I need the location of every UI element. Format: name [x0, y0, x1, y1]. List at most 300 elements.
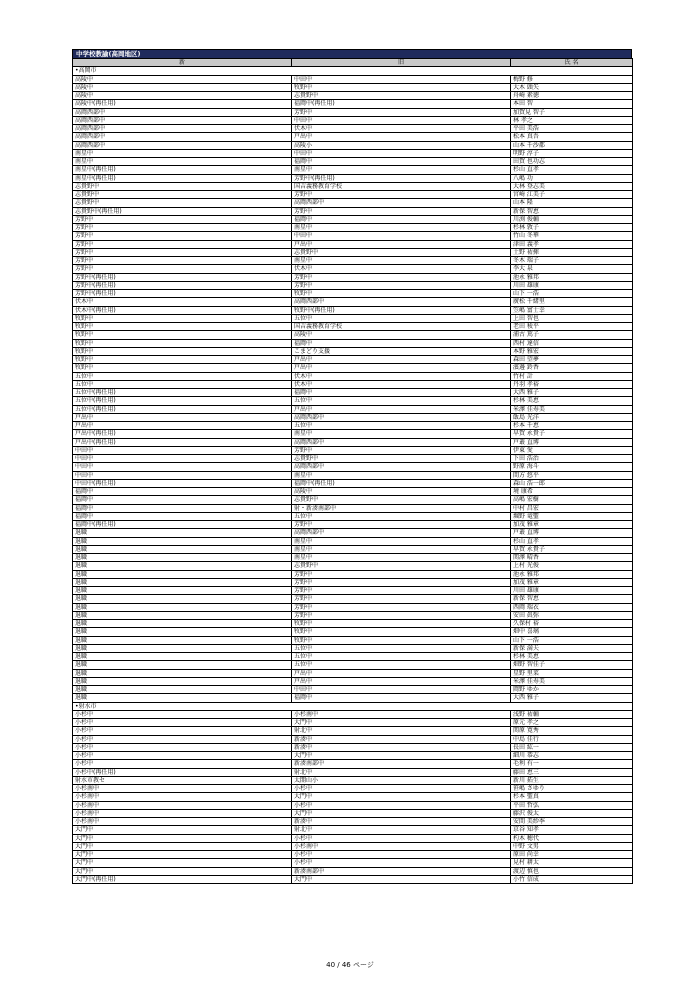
header-name: 氏 名: [511, 59, 633, 67]
new-school-cell: 小杉中: [73, 727, 292, 735]
new-school-cell: 退職: [73, 686, 292, 694]
new-school-cell: 中田中: [73, 455, 292, 463]
old-school-cell: 芳野中: [292, 281, 511, 289]
new-school-cell: 退職: [73, 587, 292, 595]
old-school-cell: 小杉南中: [292, 710, 511, 718]
new-school-cell: 大門中: [73, 842, 292, 850]
teacher-name-cell: 野原 海斗: [511, 463, 633, 471]
old-school-cell: 牧野中: [292, 620, 511, 628]
table-row: [73, 108, 633, 116]
city-row: [73, 67, 633, 75]
teacher-name-cell: 西岡 瑞衣: [511, 603, 633, 611]
teacher-name-cell: 安間 美紗季: [511, 818, 633, 826]
table-row: [73, 801, 633, 809]
teacher-name-cell: 上村 光俊: [511, 562, 633, 570]
teacher-name-cell: 境 康希: [511, 488, 633, 496]
new-school-cell: 五位中(再任用): [73, 389, 292, 397]
teacher-name-cell: 山下 一浩: [511, 636, 633, 644]
new-school-cell: 五位中: [73, 380, 292, 388]
teacher-name-cell: 杉本 聖真: [511, 793, 633, 801]
teacher-name-cell: 竹村 計: [511, 372, 633, 380]
table-body: [73, 67, 633, 884]
teacher-name-cell: 笹嶋 さゆり: [511, 785, 633, 793]
old-school-cell: こまどり支援: [292, 347, 511, 355]
old-school-cell: 大門中: [292, 719, 511, 727]
table-row: [73, 405, 633, 413]
new-school-cell: 志貴野中: [73, 182, 292, 190]
document-page: [72, 49, 632, 884]
table-row: [73, 719, 633, 727]
old-school-cell: 小杉中: [292, 785, 511, 793]
teacher-name-cell: 池永 雅邦: [511, 273, 633, 281]
new-school-cell: 芳野中: [73, 240, 292, 248]
table-row: [73, 727, 633, 735]
teacher-name-cell: 丹羽 孝裕: [511, 380, 633, 388]
new-school-cell: 福岡中: [73, 512, 292, 520]
old-school-cell: 新湊中: [292, 818, 511, 826]
old-school-cell: 大門中: [292, 809, 511, 817]
table-row: [73, 125, 633, 133]
new-school-cell: 高陵中(再任用): [73, 100, 292, 108]
teacher-name-cell: 川渕 俊輔: [511, 215, 633, 223]
new-school-cell: 志貴野中: [73, 191, 292, 199]
new-school-cell: 退職: [73, 677, 292, 685]
old-school-cell: 小杉中: [292, 851, 511, 859]
teacher-name-cell: 中村 昌宏: [511, 504, 633, 512]
old-school-cell: 射・新湊南部中: [292, 504, 511, 512]
table-row: [73, 471, 633, 479]
new-school-cell: 射水市教セ: [73, 776, 292, 784]
table-row: [73, 166, 633, 174]
old-school-cell: 五位中: [292, 422, 511, 430]
table-row: [73, 653, 633, 661]
table-row: [73, 207, 633, 215]
teacher-name-cell: 大西 雅子: [511, 694, 633, 702]
teacher-name-cell: 早賀 永貴子: [511, 430, 633, 438]
table-row: [73, 158, 633, 166]
teacher-name-cell: 平田 哲弘: [511, 801, 633, 809]
new-school-cell: 小杉中: [73, 735, 292, 743]
table-row: [73, 133, 633, 141]
new-school-cell: 牧野中: [73, 364, 292, 372]
teacher-name-cell: 戸叢 直博: [511, 529, 633, 537]
table-row: [73, 380, 633, 388]
page-number: 40 / 46 ページ: [326, 961, 374, 969]
table-row: [73, 174, 633, 182]
teacher-name-cell: 山下 一浩: [511, 290, 633, 298]
new-school-cell: 中田中(再任用): [73, 479, 292, 487]
teacher-name-cell: 原元 孝之: [511, 719, 633, 727]
old-school-cell: 新湊中: [292, 743, 511, 751]
old-school-cell: 射北中: [292, 826, 511, 834]
teacher-name-cell: 間方 悠平: [511, 471, 633, 479]
new-school-cell: 小杉南中: [73, 793, 292, 801]
teacher-name-cell: 藤沢 俊太: [511, 809, 633, 817]
table-row: [73, 281, 633, 289]
table-row: [73, 636, 633, 644]
table-row: [73, 529, 633, 537]
old-school-cell: 芳野中(再任用): [292, 174, 511, 182]
teacher-name-cell: 笠嶋 富士幸: [511, 306, 633, 314]
teacher-name-cell: 杉山 直孝: [511, 166, 633, 174]
old-school-cell: 戸出中: [292, 405, 511, 413]
new-school-cell: 芳野中(再任用): [73, 290, 292, 298]
teacher-name-cell: 杓木 穂代: [511, 834, 633, 842]
new-school-cell: 芳野中: [73, 232, 292, 240]
new-school-cell: 五位中(再任用): [73, 397, 292, 405]
teacher-name-cell: 高嶋 宏樹: [511, 496, 633, 504]
table-row: [73, 215, 633, 223]
new-school-cell: 小杉中: [73, 760, 292, 768]
old-school-cell: 牧野中: [292, 290, 511, 298]
old-school-cell: 伏木中: [292, 265, 511, 273]
table-row: [73, 397, 633, 405]
teacher-name-cell: 平田 美浩: [511, 125, 633, 133]
teacher-name-cell: 本田 智: [511, 100, 633, 108]
table-row: [73, 479, 633, 487]
old-school-cell: 中田中: [292, 75, 511, 83]
teacher-name-cell: 森田 望夢: [511, 356, 633, 364]
table-row: [73, 83, 633, 91]
table-row: [73, 339, 633, 347]
old-school-cell: 新湊南部中: [292, 760, 511, 768]
table-row: [73, 554, 633, 562]
teacher-name-cell: 津田 義孝: [511, 240, 633, 248]
old-school-cell: 小杉南中: [292, 842, 511, 850]
teacher-name-cell: 浅野 祐輔: [511, 710, 633, 718]
teacher-name-cell: 見村 耕太: [511, 859, 633, 867]
old-school-cell: 志貴野中: [292, 455, 511, 463]
table-row: [73, 149, 633, 157]
new-school-cell: 小杉中(再任用): [73, 768, 292, 776]
old-school-cell: 国吉義務教育学校: [292, 323, 511, 331]
table-row: [73, 570, 633, 578]
teacher-name-cell: 飯島 光洋: [511, 413, 633, 421]
city-label: •高岡市: [73, 67, 633, 75]
teacher-name-cell: 戸叢 直博: [511, 438, 633, 446]
teacher-name-cell: 大林 登志美: [511, 182, 633, 190]
table-row: [73, 463, 633, 471]
old-school-cell: 伏木中: [292, 372, 511, 380]
old-school-cell: 五位中: [292, 661, 511, 669]
teacher-name-cell: 土野 祐揮: [511, 248, 633, 256]
new-school-cell: 戸出中(再任用): [73, 430, 292, 438]
new-school-cell: 小杉南中: [73, 809, 292, 817]
new-school-cell: 中田中: [73, 463, 292, 471]
teacher-name-cell: 加茂 雅章: [511, 578, 633, 586]
table-row: [73, 232, 633, 240]
table-row: [73, 537, 633, 545]
header-old: 旧: [292, 59, 511, 67]
new-school-cell: 牧野中: [73, 347, 292, 355]
city-row: [73, 702, 633, 710]
old-school-cell: 牧野中(再任用): [292, 306, 511, 314]
old-school-cell: 芳野中: [292, 603, 511, 611]
new-school-cell: 中田中: [73, 446, 292, 454]
new-school-cell: 高岡西部中: [73, 141, 292, 149]
teacher-name-cell: 長田 紘一: [511, 743, 633, 751]
teacher-name-cell: 下田 浩治: [511, 455, 633, 463]
table-row: [73, 347, 633, 355]
teacher-name-cell: 明野 淳子: [511, 149, 633, 157]
teacher-name-cell: 西村 達信: [511, 339, 633, 347]
table-row: [73, 694, 633, 702]
table-row: [73, 446, 633, 454]
new-school-cell: 退職: [73, 611, 292, 619]
new-school-cell: 退職: [73, 661, 292, 669]
old-school-cell: 高岡西部中: [292, 199, 511, 207]
table-row: [73, 422, 633, 430]
old-school-cell: 芳野中: [292, 207, 511, 215]
teacher-name-cell: 関澤 晴香: [511, 554, 633, 562]
teacher-name-cell: 米澤 佳寿美: [511, 677, 633, 685]
teacher-name-cell: 林 孝之: [511, 116, 633, 124]
new-school-cell: 福岡中(再任用): [73, 521, 292, 529]
teacher-name-cell: 早賀 永貴子: [511, 545, 633, 553]
old-school-cell: 芳野中: [292, 570, 511, 578]
new-school-cell: 中田中: [73, 471, 292, 479]
teacher-name-cell: 山本 千沙都: [511, 141, 633, 149]
new-school-cell: 退職: [73, 554, 292, 562]
new-school-cell: 牧野中: [73, 314, 292, 322]
old-school-cell: 戸出中: [292, 133, 511, 141]
teacher-name-cell: 梅野 修: [511, 75, 633, 83]
new-school-cell: 大門中: [73, 851, 292, 859]
old-school-cell: 高岡西部中: [292, 413, 511, 421]
new-school-cell: 戸出中(再任用): [73, 438, 292, 446]
new-school-cell: 高陵中: [73, 83, 292, 91]
teacher-name-cell: 京谷 知孝: [511, 826, 633, 834]
table-row: [73, 430, 633, 438]
teacher-name-cell: 浦古 篤子: [511, 331, 633, 339]
new-school-cell: 伏木中: [73, 298, 292, 306]
table-row: [73, 595, 633, 603]
table-row: [73, 240, 633, 248]
teacher-name-cell: 関原 寛秀: [511, 727, 633, 735]
old-school-cell: 戸出中: [292, 240, 511, 248]
table-row: [73, 752, 633, 760]
old-school-cell: 高岡西部中: [292, 298, 511, 306]
teacher-name-cell: 李大 泉: [511, 265, 633, 273]
section-title: 中学校教諭(高岡地区): [72, 49, 632, 58]
new-school-cell: 五位中: [73, 372, 292, 380]
old-school-cell: 南星中: [292, 554, 511, 562]
new-school-cell: 退職: [73, 694, 292, 702]
old-school-cell: 大門中: [292, 793, 511, 801]
table-row: [73, 735, 633, 743]
table-row: [73, 248, 633, 256]
old-school-cell: 福岡中(再任用): [292, 479, 511, 487]
table-row: [73, 867, 633, 875]
new-school-cell: 退職: [73, 545, 292, 553]
old-school-cell: 牧野中: [292, 628, 511, 636]
new-school-cell: 芳野中(再任用): [73, 273, 292, 281]
teacher-name-cell: 岡野 ゆか: [511, 686, 633, 694]
table-row: [73, 785, 633, 793]
new-school-cell: 芳野中: [73, 265, 292, 273]
old-school-cell: 高岡西部中: [292, 438, 511, 446]
new-school-cell: 志貴野中: [73, 199, 292, 207]
table-row: [73, 331, 633, 339]
new-school-cell: 退職: [73, 578, 292, 586]
teacher-name-cell: 藤田 恵三: [511, 768, 633, 776]
new-school-cell: 小杉南中: [73, 818, 292, 826]
new-school-cell: 牧野中: [73, 323, 292, 331]
new-school-cell: 福岡中: [73, 488, 292, 496]
table-row: [73, 686, 633, 694]
teacher-name-cell: 上田 智也: [511, 314, 633, 322]
old-school-cell: 新湊南部中: [292, 867, 511, 875]
old-school-cell: 福岡中: [292, 215, 511, 223]
table-row: [73, 290, 633, 298]
teacher-name-cell: 濱邊 鈴香: [511, 364, 633, 372]
old-school-cell: 伏木中: [292, 125, 511, 133]
old-school-cell: 志貴野中: [292, 248, 511, 256]
old-school-cell: 五位中: [292, 314, 511, 322]
transfer-table: [72, 58, 633, 884]
old-school-cell: 芳野中: [292, 191, 511, 199]
table-row: [73, 298, 633, 306]
teacher-name-cell: 渡辺 慎也: [511, 867, 633, 875]
table-row: [73, 818, 633, 826]
table-row: [73, 92, 633, 100]
table-row: [73, 265, 633, 273]
old-school-cell: 国吉義務教育学校: [292, 182, 511, 190]
old-school-cell: 大門中: [292, 875, 511, 883]
old-school-cell: 中田中: [292, 686, 511, 694]
new-school-cell: 五位中(再任用): [73, 405, 292, 413]
table-row: [73, 793, 633, 801]
new-school-cell: 高陵中: [73, 75, 292, 83]
teacher-name-cell: 杉本 千恵: [511, 422, 633, 430]
new-school-cell: 志貴野中(再任用): [73, 207, 292, 215]
table-row: [73, 496, 633, 504]
old-school-cell: 五位中: [292, 653, 511, 661]
teacher-name-cell: 原田 尚幸: [511, 851, 633, 859]
teacher-name-cell: 廣松 千緒里: [511, 298, 633, 306]
teacher-name-cell: 池永 雅邦: [511, 570, 633, 578]
new-school-cell: 退職: [73, 595, 292, 603]
old-school-cell: 牧野中: [292, 83, 511, 91]
table-row: [73, 669, 633, 677]
table-row: [73, 389, 633, 397]
teacher-name-cell: 久保村 裕: [511, 620, 633, 628]
new-school-cell: 牧野中: [73, 331, 292, 339]
old-school-cell: 南星中: [292, 471, 511, 479]
teacher-name-cell: 川田 雄康: [511, 281, 633, 289]
teacher-name-cell: 中野 文男: [511, 842, 633, 850]
old-school-cell: 志貴野中: [292, 562, 511, 570]
old-school-cell: 戸出中: [292, 669, 511, 677]
old-school-cell: 大門中: [292, 752, 511, 760]
new-school-cell: 高陵中: [73, 92, 292, 100]
new-school-cell: 南星中: [73, 158, 292, 166]
table-row: [73, 809, 633, 817]
old-school-cell: 伏木中: [292, 380, 511, 388]
table-row: [73, 306, 633, 314]
old-school-cell: 射北中: [292, 768, 511, 776]
old-school-cell: 中田中: [292, 232, 511, 240]
new-school-cell: 芳野中: [73, 257, 292, 265]
teacher-name-cell: 杉山 直孝: [511, 537, 633, 545]
table-row: [73, 661, 633, 669]
old-school-cell: 牧野中: [292, 636, 511, 644]
new-school-cell: 大門中: [73, 859, 292, 867]
old-school-cell: 芳野中: [292, 595, 511, 603]
new-school-cell: 高岡西部中: [73, 116, 292, 124]
new-school-cell: 退職: [73, 570, 292, 578]
header-row: [73, 59, 633, 67]
teacher-name-cell: 森山 浩一郎: [511, 479, 633, 487]
old-school-cell: 南星中: [292, 545, 511, 553]
new-school-cell: 退職: [73, 562, 292, 570]
teacher-name-cell: 星野 里菜: [511, 669, 633, 677]
new-school-cell: 戸出中: [73, 422, 292, 430]
table-row: [73, 521, 633, 529]
table-row: [73, 875, 633, 883]
table-row: [73, 116, 633, 124]
teacher-name-cell: 田賀 也功志: [511, 158, 633, 166]
new-school-cell: 芳野中: [73, 248, 292, 256]
teacher-name-cell: 加茂 雅章: [511, 521, 633, 529]
teacher-name-cell: 米澤 佳寿美: [511, 405, 633, 413]
table-row: [73, 323, 633, 331]
teacher-name-cell: 新保 智恵: [511, 595, 633, 603]
old-school-cell: 南星中: [292, 257, 511, 265]
teacher-name-cell: 松本 真吾: [511, 133, 633, 141]
table-row: [73, 603, 633, 611]
teacher-name-cell: 竹山 冬華: [511, 232, 633, 240]
old-school-cell: 戸出中: [292, 356, 511, 364]
table-row: [73, 644, 633, 652]
old-school-cell: 高陵中: [292, 331, 511, 339]
table-row: [73, 834, 633, 842]
teacher-name-cell: 八嶋 功: [511, 174, 633, 182]
new-school-cell: 小杉中: [73, 752, 292, 760]
new-school-cell: 芳野中: [73, 224, 292, 232]
teacher-name-cell: 大木 頭矢: [511, 83, 633, 91]
new-school-cell: 小杉中: [73, 719, 292, 727]
teacher-name-cell: 山本 隆: [511, 199, 633, 207]
table-row: [73, 587, 633, 595]
table-row: [73, 141, 633, 149]
teacher-name-cell: 杉林 美恵: [511, 397, 633, 405]
new-school-cell: 戸出中: [73, 413, 292, 421]
table-row: [73, 859, 633, 867]
table-row: [73, 710, 633, 718]
old-school-cell: 福岡中: [292, 694, 511, 702]
new-school-cell: 退職: [73, 644, 292, 652]
new-school-cell: 大門中: [73, 834, 292, 842]
old-school-cell: 志貴野中: [292, 92, 511, 100]
table-row: [73, 562, 633, 570]
table-row: [73, 191, 633, 199]
city-label: •射水市: [73, 702, 633, 710]
table-row: [73, 851, 633, 859]
table-row: [73, 578, 633, 586]
old-school-cell: 芳野中: [292, 578, 511, 586]
new-school-cell: 南星中: [73, 149, 292, 157]
table-row: [73, 438, 633, 446]
new-school-cell: 退職: [73, 537, 292, 545]
old-school-cell: 南星中: [292, 224, 511, 232]
new-school-cell: 小杉南中: [73, 801, 292, 809]
old-school-cell: 中田中: [292, 116, 511, 124]
new-school-cell: 退職: [73, 669, 292, 677]
table-row: [73, 776, 633, 784]
table-row: [73, 743, 633, 751]
table-row: [73, 413, 633, 421]
